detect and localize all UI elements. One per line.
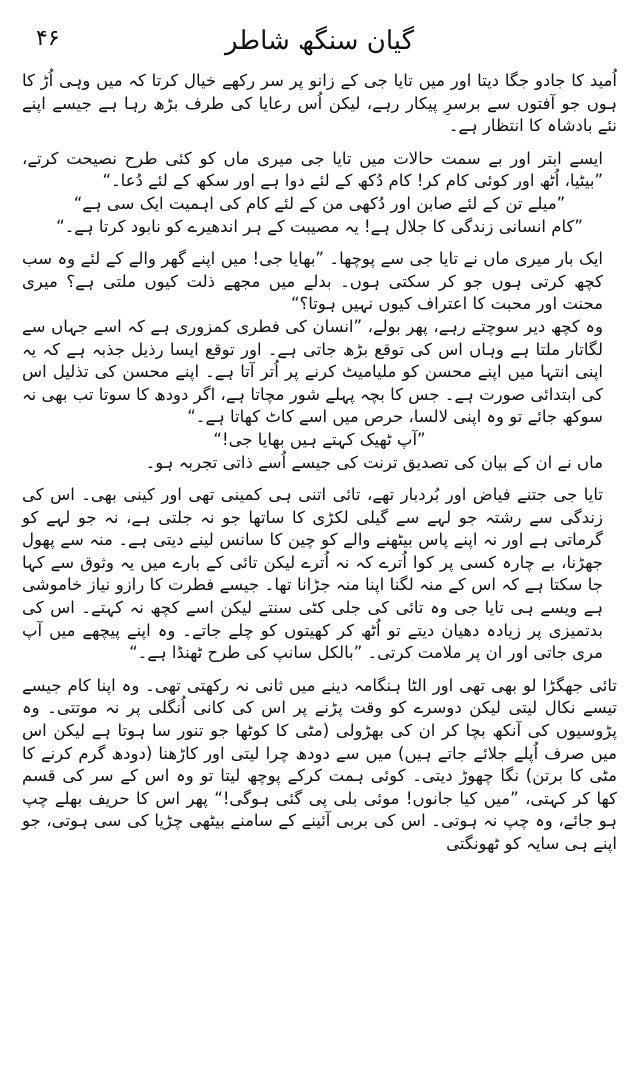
paragraph: اُمید کا جادو جگا دیتا اور میں تایا جی کے زانو پر سر رکھے خیال کرتا کہ میں وہی اُڑ کا ہوں جو آفتوں سے برسرِ پیکار رہے، لیکن اُس رعایا کی طرف بڑھ رہا ہے جیسے اپنے نئے بادشاہ کا انتظار ہے۔ [22,71,617,136]
paragraph: ماں نے ان کے بیان کی تصدیق ترنت کی جیسے اُسے ذاتی تجربہ ہو۔ [145,452,603,472]
running-title: گیان سنگھ شاطر [225,26,414,56]
paragraph: وہ کچھ دیر سوچتے رہے، پھر بولے، ”انسان کی فطری کمزوری ہے کہ اسے جہاں سے لگاتار ملتا ہے وہاں اس کی توقع بڑھ جاتی ہے۔ اور توقع ایسا رذیل جذبہ ہے کہ یہ اپنی انتہا میں اپنے محسن کو ملیامیٹ کرنے پر اُتر آتا ہے۔ اپنے محسن کی تذلیل اس کی ابتدائی صورت ہے۔ جس کا بچہ پہلے شور مچاتا ہے، اگر دودھ کا سوتا تب بھی نہ سوکھ جائے تو وہ اپنی لالسا، حرص میں اسے کاٹ کھاتا ہے۔“ [22,316,603,427]
quote-line: ”میلے تن کے لئے صابن اور دُکھی من کے لئے کام کی اہمیت ایک سی ہے“ [73,193,566,213]
paragraph: تائی جھگڑا لو بھی تھی اور الٹا ہنگامہ دینے میں ثانی نہ رکھتی تھی۔ وہ اپنا کام جیسے تیسے نکال لیتی لیکن دوسرے کو وقت پڑنے پر اس کی کانی اُنگلی پر نہ موتتی۔ وہ پڑوسیوں کی آنکھ بچا کر ان کی بھڑولی (مٹی کا کوٹھا جو تنور سا ہوتا ہے لیکن اس میں صرف اُپلے جلائے جاتے ہیں) میں سے دودھ چرا لیتی اور کاڑھنا (دودھ گرم کرنے کا مٹی کا برتن) نگا چھوڑ دیتی۔ کوئی ہمت کرکے پوچھ لیتا تو وہ اس کے سر کی قسم کھا کر کہتی، ”میں کیا جانوں! موئی بلی پی گئی ہوگی!“ پھر اس کا حریف بھلے چپ ہو جائے، وہ چپ نہ ہوتی۔ اس کی بربی آئینے کے سامنے بیٹھی چڑیا کی سی ہوتی، جو اپنے ہی سایہ کو ٹھونگتی [22,675,617,853]
page-body [22,70,617,1070]
paragraph: ایسے ابتر اور بے سمت حالات میں تایا جی میری ماں کو کئی طرح نصیحت کرتے، ”بیٹیا، اُٹھ اور کوئی کام کر! کام دُکھ کے لئے دوا ہے اور سکھ کے لئے دُعا۔“ [22,148,603,191]
paragraph-gap [22,138,617,148]
page-header [36,18,603,58]
quote-line: ”آپ ٹھیک کہتے ہیں بھایا جی!“ [213,429,426,449]
quote-line: ”کام انسانی زندگی کا جلال ہے! یہ مصیبت کے ہر اندھیرے کو نابود کرتا ہے۔“ [56,216,583,236]
paragraph-gap [22,238,617,248]
paragraph-gap [22,474,617,484]
page-number: ۴۶ [36,26,60,51]
paragraph: تایا جی جتنے فیاض اور بُردبار تھے، تائی اتنی ہی کمینی تھی اور کینی بھی۔ اس کی زندگی سے رشتہ جو لہے سے گیلی لکڑی کا ساتھا جو نہ جلتی ہے، نہ جو لہے کو گرماتی ہے اور نہ اپنے پاس بیٹھنے والے کو چین کا سانس لینے دیتی ہے۔ منہ سے پھول جھڑنا، بے چارہ کسی پر کوا اُترے کہ نہ اُترے لیکن تائی کے بارے میں یہ وثوق سے کہا جا سکتا ہے کہ اس کے منہ لگنا اپنا منہ جڑانا تھا۔ جیسے فطرت کا رازو نیاز خاموشی ہے ویسے ہی تایا جی وہ تائی کی جلی کٹی سنتے لیکن اسے کچھ نہ کہتے۔ اس کی بدتمیزی پر زیادہ دھیان دیتے تو اُٹھ کر کھیتوں کو چلے جاتے۔ وہ اپنے پیچھے میں آپ مری جاتی اور ان پر ملامت کرتی۔ ”بالکل سانپ کی طرح ٹھنڈا ہے۔“ [22,485,603,663]
paragraph: ایک بار میری ماں نے تایا جی سے پوچھا۔ ”بھایا جی! میں اپنے گھر والے کے لئے وہ سب کچھ کرتی ہوں جو کر سکتی ہوں۔ بدلے میں مجھے ذلت کیوں ملتی ہے؟ میری محنت اور محبت کا اعتراف کیوں نہیں ہوتا؟“ [22,249,603,314]
paragraph-gap [22,665,617,675]
